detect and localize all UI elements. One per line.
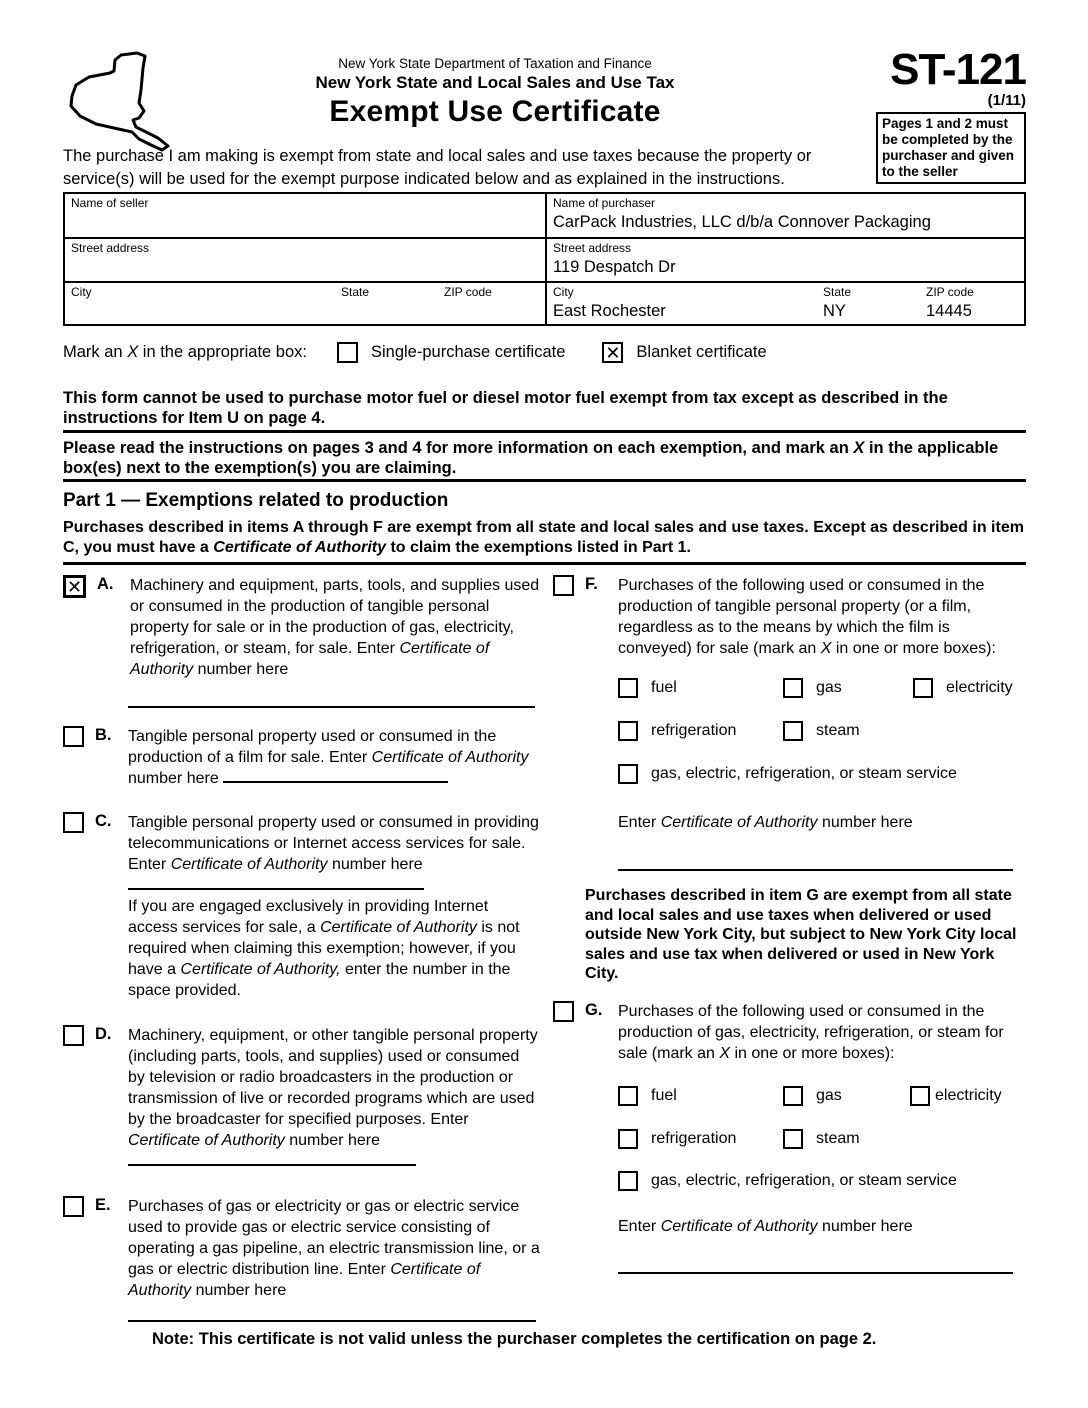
g-gas-label: gas xyxy=(816,1087,842,1104)
ny-state-logo xyxy=(58,48,180,159)
item-c-text: Tangible personal property used or consumed in providing telecommunications or Internet access services for sale. Enter Certificate of Authority number here xyxy=(128,814,539,873)
f-service-option xyxy=(618,764,957,784)
item-g-enter-coa: Enter Certificate of Authority number here xyxy=(618,1218,913,1235)
seller-name-cell xyxy=(65,194,547,239)
seller-state-label: State xyxy=(341,285,370,299)
item-c-letter: C. xyxy=(95,812,112,830)
item-b xyxy=(63,726,540,789)
item-d-coa-number-field[interactable] xyxy=(128,1152,416,1166)
read-instructions-notice: Please read the instructions on pages 3 and 4 for more information on each exemption, and mark an X in the applicable box(es) next to the exemption(s) you are claiming. xyxy=(63,439,999,477)
item-c-checkbox[interactable] xyxy=(63,812,84,833)
f-refrigeration-label: refrigeration xyxy=(651,722,737,739)
seller-street-label: Street address xyxy=(71,241,150,255)
item-a-letter: A. xyxy=(97,575,114,593)
seller-street-field[interactable] xyxy=(71,258,539,276)
g-refrigeration-checkbox[interactable] xyxy=(618,1129,638,1149)
item-a xyxy=(63,575,542,680)
tax-type-line: New York State and Local Sales and Use Tax xyxy=(315,73,675,92)
purchaser-city-label: City xyxy=(553,285,574,299)
motor-fuel-notice: This form cannot be used to purchase motor fuel or diesel motor fuel exempt from tax except as described in the instructions for Item U on page 4. xyxy=(63,389,948,427)
f-fuel-label: fuel xyxy=(651,679,677,696)
item-g-options-row1 xyxy=(618,1086,1028,1108)
item-g-checkbox[interactable] xyxy=(553,1001,574,1022)
g-refrigeration-option xyxy=(618,1129,736,1149)
certificate-type-row xyxy=(63,342,767,363)
part1-intro: Purchases described in items A through F are exempt from all state and local sales and use taxes. Except as described in item C, you must have a Certificate of Authority to claim the exemptions listed in Part 1. xyxy=(63,519,1024,556)
item-b-checkbox[interactable] xyxy=(63,726,84,747)
f-fuel-option xyxy=(618,678,677,698)
form-title: Exempt Use Certificate xyxy=(329,95,661,128)
item-a-text: Machinery and equipment, parts, tools, and supplies used or consumed in the production of tangible personal property for sale or in the production of gas, electricity, refrigeration, or steam, for sale. Enter Certificate of Authority number here xyxy=(130,577,540,678)
item-d xyxy=(63,1025,540,1172)
f-refrigeration-option xyxy=(618,721,736,741)
blanket-certificate-checkbox[interactable] xyxy=(602,342,623,363)
g-gas-option xyxy=(783,1086,842,1106)
f-gas-label: gas xyxy=(816,679,842,696)
item-g xyxy=(553,1001,1024,1064)
f-steam-checkbox[interactable] xyxy=(783,721,803,741)
seller-state-field[interactable] xyxy=(341,302,444,320)
item-c-note: If you are engaged exclusively in providing Internet access services for sale, a Certificate of Authority is not required when claiming this exemption; however, if you have a Certificate of Authority, enter the number in the space provided. xyxy=(128,898,520,999)
item-g-coa-number-field[interactable] xyxy=(618,1272,1013,1276)
f-service-label: gas, electric, refrigeration, or steam service xyxy=(651,765,957,782)
f-electricity-checkbox[interactable] xyxy=(913,678,933,698)
single-purchase-label: Single-purchase certificate xyxy=(370,343,566,361)
form-header xyxy=(260,56,730,129)
item-f-options-row1 xyxy=(618,678,1028,700)
purchaser-zip-label: ZIP code xyxy=(926,285,974,299)
ny-state-outline-icon xyxy=(58,48,180,154)
g-fuel-label: fuel xyxy=(651,1087,677,1104)
certificate-type-prompt: Mark an X in the appropriate box: xyxy=(63,343,307,361)
purchaser-city-field[interactable]: East Rochester xyxy=(553,302,666,320)
g-steam-option xyxy=(783,1129,860,1149)
item-d-text: Machinery, equipment, or other tangible personal property (including parts, tools, and supplies) used or consumed by television or radio broadcasters in the production or transmission of live or recorded programs which are used by the broadcaster for specified purposes. Enter Certificate of Authority number here xyxy=(128,1027,538,1149)
intro-paragraph: The purchase I am making is exempt from state and local sales and use taxes because the property or service(s) will be used for the exempt purpose indicated below and as explained in the instructions. xyxy=(63,147,812,188)
bottom-note: Note: This certificate is not valid unless the purchaser completes the certification on page 2. xyxy=(152,1330,877,1348)
g-service-option xyxy=(618,1171,957,1191)
seller-city-field[interactable] xyxy=(71,302,341,320)
item-g-notice: Purchases described in item G are exempt from all state and local sales and use taxes when delivered or used outside New York City, but subject to New York City local sales and use tax when delivered or used in New York City. xyxy=(585,887,1017,982)
purchaser-state-field[interactable]: NY xyxy=(823,302,846,320)
item-d-letter: D. xyxy=(95,1025,112,1043)
f-refrigeration-checkbox[interactable] xyxy=(618,721,638,741)
purchaser-city-state-zip-cell xyxy=(547,283,1024,324)
form-revision: (1/11) xyxy=(987,92,1026,109)
g-electricity-option xyxy=(910,1086,1002,1106)
item-a-checkbox[interactable] xyxy=(63,575,86,598)
f-steam-option xyxy=(783,721,860,741)
g-electricity-checkbox[interactable] xyxy=(910,1086,930,1106)
divider-rule xyxy=(63,430,1026,433)
item-g-letter: G. xyxy=(585,1001,603,1019)
g-electricity-label: electricity xyxy=(935,1087,1002,1104)
purchaser-zip-field[interactable]: 14445 xyxy=(926,302,972,320)
item-g-options-row3 xyxy=(618,1171,1028,1193)
single-purchase-checkbox[interactable] xyxy=(337,342,358,363)
seller-zip-field[interactable] xyxy=(444,302,539,320)
item-g-text: Purchases of the following used or consumed in the production of gas, electricity, refrigeration, or steam for sale (mark an X in one or more boxes): xyxy=(618,1003,1004,1062)
item-b-letter: B. xyxy=(95,726,112,744)
item-f-options-row2 xyxy=(618,721,1028,743)
purchaser-name-field[interactable]: CarPack Industries, LLC d/b/a Connover Packaging xyxy=(553,213,931,231)
item-f-options-row3 xyxy=(618,764,1028,786)
g-gas-checkbox[interactable] xyxy=(783,1086,803,1106)
party-table xyxy=(63,192,1026,326)
f-steam-label: steam xyxy=(816,722,860,739)
g-service-checkbox[interactable] xyxy=(618,1171,638,1191)
seller-city-label: City xyxy=(71,285,92,299)
purchaser-state-label: State xyxy=(823,285,852,299)
item-f-text: Purchases of the following used or consumed in the production of tangible personal property (or a film, regardless as to the means by which the film is conveyed) for sale (mark an X in one or more boxes): xyxy=(618,577,996,657)
pages-note-box: Pages 1 and 2 must be completed by the purchaser and given to the seller xyxy=(876,112,1026,184)
f-gas-checkbox[interactable] xyxy=(783,678,803,698)
item-e-letter: E. xyxy=(95,1196,111,1214)
g-fuel-checkbox[interactable] xyxy=(618,1086,638,1106)
seller-name-field[interactable] xyxy=(71,213,539,231)
agency-name: New York State Department of Taxation and Finance xyxy=(338,56,652,71)
item-e-coa-number-field[interactable] xyxy=(128,1320,536,1324)
purchaser-street-label: Street address xyxy=(553,241,632,255)
item-f-checkbox[interactable] xyxy=(553,575,574,596)
form-id-block xyxy=(876,45,1026,184)
item-d-checkbox[interactable] xyxy=(63,1025,84,1046)
item-f-coa-number-field[interactable] xyxy=(618,869,1013,873)
form-number: ST-121 xyxy=(890,45,1026,94)
divider-rule xyxy=(63,562,1026,565)
f-service-checkbox[interactable] xyxy=(618,764,638,784)
item-f-letter: F. xyxy=(585,575,598,593)
item-e-checkbox[interactable] xyxy=(63,1196,84,1217)
item-f xyxy=(553,575,1024,659)
part1-heading: Part 1 — Exemptions related to production xyxy=(63,490,449,511)
g-steam-label: steam xyxy=(816,1130,860,1147)
seller-zip-label: ZIP code xyxy=(444,285,492,299)
item-c-coa-number-field[interactable] xyxy=(128,876,424,890)
f-gas-option xyxy=(783,678,842,698)
divider-rule xyxy=(63,479,1026,482)
g-service-label: gas, electric, refrigeration, or steam service xyxy=(651,1172,957,1189)
item-e-text: Purchases of gas or electricity or gas or electric service used to provide gas or electric service consisting of operating a gas pipeline, an electric transmission line, or a gas or electric distribution line. Enter Certificate of Authority number here xyxy=(128,1198,540,1299)
f-electricity-label: electricity xyxy=(946,679,1013,696)
item-b-coa-number-field[interactable] xyxy=(223,769,448,783)
seller-street-cell xyxy=(65,239,547,283)
seller-name-label: Name of seller xyxy=(71,196,149,210)
g-fuel-option xyxy=(618,1086,677,1106)
g-steam-checkbox[interactable] xyxy=(783,1129,803,1149)
purchaser-name-label: Name of purchaser xyxy=(553,196,656,210)
item-f-enter-coa: Enter Certificate of Authority number here xyxy=(618,814,913,831)
f-electricity-option xyxy=(913,678,1013,698)
item-g-options-row2 xyxy=(618,1129,1028,1151)
purchaser-name-cell xyxy=(547,194,1024,239)
item-e xyxy=(63,1196,540,1301)
seller-city-state-zip-cell xyxy=(65,283,547,324)
purchaser-street-field[interactable]: 119 Despatch Dr xyxy=(553,258,676,276)
purchaser-street-cell xyxy=(547,239,1024,283)
item-c xyxy=(63,812,540,1001)
item-b-text: Tangible personal property used or consumed in the production of a film for sale. Enter Certificate of Authority number here xyxy=(128,728,529,787)
f-fuel-checkbox[interactable] xyxy=(618,678,638,698)
blanket-certificate-label: Blanket certificate xyxy=(636,343,767,361)
g-refrigeration-label: refrigeration xyxy=(651,1130,737,1147)
item-a-coa-number-field[interactable] xyxy=(128,706,535,710)
